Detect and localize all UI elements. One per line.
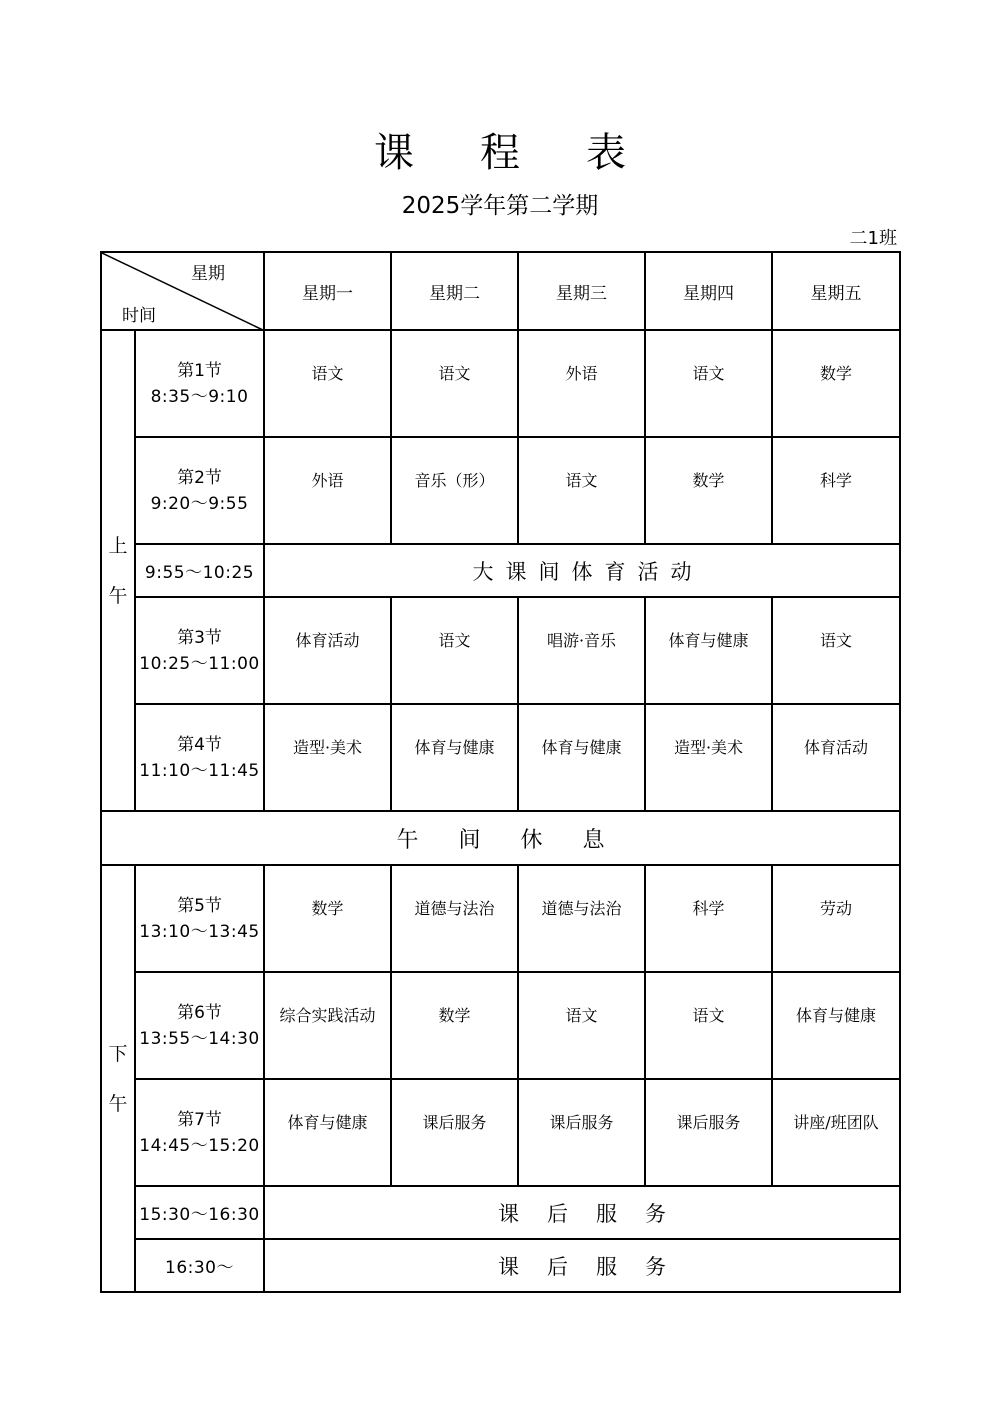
period-name: 第2节 [177, 467, 222, 488]
subject-cell: 语文 [391, 597, 518, 704]
big-break-time: 9:55～10:25 [135, 544, 264, 597]
morning-label: 上 午 [101, 330, 135, 811]
after-school-row [101, 1186, 900, 1239]
semester-subtitle: 2025学年第二学期 [401, 193, 599, 219]
subject-cell: 语文 [645, 972, 772, 1079]
after-school-time: 15:30～16:30 [135, 1186, 264, 1239]
period-time: 13:10～13:45 [139, 921, 260, 942]
subject-cell: 综合实践活动 [264, 972, 391, 1079]
after-school-row [101, 1239, 900, 1292]
header-row [101, 252, 900, 330]
period-row [101, 330, 900, 437]
period-time: 8:35～9:10 [150, 386, 249, 407]
period-row [101, 1079, 900, 1186]
period-cell [135, 437, 264, 544]
subject-cell: 体育与健康 [264, 1079, 391, 1186]
subject-cell: 劳动 [772, 865, 900, 972]
period-cell [135, 1079, 264, 1186]
schedule-table [100, 251, 901, 1293]
subject-cell: 音乐（形） [391, 437, 518, 544]
day-header: 星期四 [645, 252, 772, 330]
subject-cell: 体育与健康 [645, 597, 772, 704]
lunch-row [101, 811, 900, 865]
subject-cell: 数学 [772, 330, 900, 437]
class-name: 二1班 [849, 228, 897, 249]
period-name: 第4节 [177, 734, 222, 755]
subject-cell: 体育与健康 [518, 704, 645, 811]
period-name: 第3节 [177, 627, 222, 648]
big-break-row [101, 544, 900, 597]
big-break-label: 大课间体育活动 [264, 544, 900, 597]
day-header: 星期一 [264, 252, 391, 330]
period-time: 13:55～14:30 [139, 1028, 260, 1049]
lunch-break-label: 午间休息 [101, 811, 900, 865]
subject-cell: 数学 [391, 972, 518, 1079]
period-time: 14:45～15:20 [139, 1135, 260, 1156]
subject-cell: 语文 [518, 437, 645, 544]
subject-cell: 语文 [518, 972, 645, 1079]
period-row [101, 972, 900, 1079]
period-time: 9:20～9:55 [150, 493, 249, 514]
corner-time-label: 时间 [122, 306, 156, 326]
day-header: 星期三 [518, 252, 645, 330]
afternoon-label: 下 午 [101, 865, 135, 1292]
subject-cell: 体育与健康 [391, 704, 518, 811]
subject-cell: 体育与健康 [772, 972, 900, 1079]
day-header: 星期二 [391, 252, 518, 330]
after-school-time: 16:30～ [135, 1239, 264, 1292]
corner-weekday-label: 星期 [191, 264, 225, 284]
period-name: 第6节 [177, 1002, 222, 1023]
subject-cell: 语文 [772, 597, 900, 704]
page-title: 课程表 [374, 130, 692, 176]
subject-cell: 唱游·音乐 [518, 597, 645, 704]
period-cell [135, 597, 264, 704]
after-school-label: 课后服务 [264, 1186, 900, 1239]
subject-cell: 数学 [645, 437, 772, 544]
subject-cell: 道德与法治 [391, 865, 518, 972]
period-row [101, 704, 900, 811]
subject-cell: 外语 [264, 437, 391, 544]
subject-cell: 道德与法治 [518, 865, 645, 972]
period-row [101, 865, 900, 972]
subject-cell: 科学 [772, 437, 900, 544]
period-cell [135, 865, 264, 972]
subject-cell: 数学 [264, 865, 391, 972]
period-row [101, 437, 900, 544]
period-name: 第7节 [177, 1109, 222, 1130]
subject-cell: 课后服务 [518, 1079, 645, 1186]
period-name: 第5节 [177, 895, 222, 916]
subject-cell: 科学 [645, 865, 772, 972]
day-header: 星期五 [772, 252, 900, 330]
subject-cell: 体育活动 [772, 704, 900, 811]
subject-cell: 造型·美术 [264, 704, 391, 811]
subject-cell: 课后服务 [391, 1079, 518, 1186]
period-time: 10:25～11:00 [139, 653, 260, 674]
subject-cell: 体育活动 [264, 597, 391, 704]
period-name: 第1节 [177, 360, 222, 381]
subject-cell: 造型·美术 [645, 704, 772, 811]
corner-cell [101, 252, 264, 330]
subject-cell: 语文 [264, 330, 391, 437]
subject-cell: 语文 [645, 330, 772, 437]
period-time: 11:10～11:45 [139, 760, 260, 781]
period-cell [135, 704, 264, 811]
period-cell [135, 972, 264, 1079]
period-cell [135, 330, 264, 437]
subject-cell: 课后服务 [645, 1079, 772, 1186]
period-row [101, 597, 900, 704]
subject-cell: 讲座/班团队 [772, 1079, 900, 1186]
subject-cell: 外语 [518, 330, 645, 437]
subject-cell: 语文 [391, 330, 518, 437]
after-school-label: 课后服务 [264, 1239, 900, 1292]
